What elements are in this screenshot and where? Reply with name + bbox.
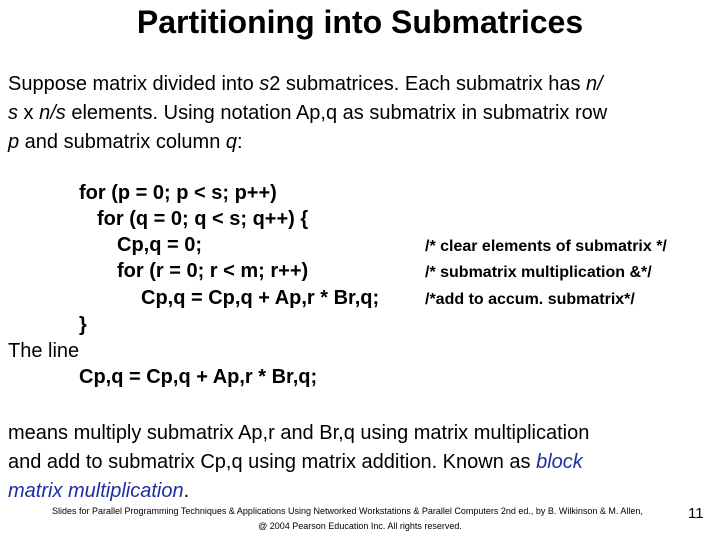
text-run: q — [225, 131, 238, 153]
the-line-code: Cp,q = Cp,q + Ap,r * Br,q; — [79, 366, 318, 388]
code-line: for (p = 0; p < s; p++) — [79, 182, 277, 204]
intro-paragraph — [8, 70, 607, 157]
text-run: means multiply submatrix Ap,r and Br,q using matrix multiplication — [8, 422, 590, 444]
text-run: n/ — [586, 73, 603, 95]
explanation-paragraph — [8, 419, 589, 506]
text-run: s — [259, 73, 270, 95]
text-run: : — [237, 131, 243, 153]
text-run: x — [18, 102, 40, 124]
paragraph-line — [8, 99, 607, 128]
paragraph-line — [8, 477, 589, 506]
code-line: } — [79, 314, 87, 336]
the-line-label: The line — [8, 340, 80, 362]
slide-title: Partitioning into Submatrices — [136, 4, 584, 40]
text-run: and add to submatrix Cp,q using matrix addition. Known as — [8, 451, 537, 473]
code-comment: /* clear elements of submatrix */ — [425, 238, 667, 255]
paragraph-line — [8, 70, 607, 99]
page-number: 11 — [688, 505, 704, 522]
paragraph-line — [8, 448, 589, 477]
code-line: Cp,q = Cp,q + Ap,r * Br,q; — [141, 287, 380, 309]
text-run: 2 submatrices. Each submatrix has — [269, 73, 587, 95]
footer-citation: Slides for Parallel Programming Techniques & Applications Using Networked Workstations & Parallel Computers 2nd ed., by B. Wilkinson & M. Allen, — [52, 506, 643, 516]
code-line: Cp,q = 0; — [117, 234, 203, 256]
text-run: s — [8, 102, 18, 124]
text-run: . — [183, 480, 190, 502]
text-run: elements. Using notation Ap,q as submatrix in submatrix row — [65, 102, 608, 124]
paragraph-line — [8, 128, 607, 157]
code-comment: /* submatrix multiplication &*/ — [425, 264, 652, 281]
code-line: for (r = 0; r < m; r++) — [117, 260, 309, 282]
text-run: and submatrix column — [19, 131, 226, 153]
text-run: Suppose matrix divided into — [8, 73, 260, 95]
footer-copyright: @ 2004 Pearson Education Inc. All rights reserved. — [258, 521, 462, 531]
text-run: n/s — [39, 102, 66, 124]
text-run: block — [536, 451, 583, 473]
code-line: for (q = 0; q < s; q++) { — [97, 208, 309, 230]
text-run: matrix multiplication — [8, 480, 184, 502]
text-run: p — [8, 131, 20, 153]
paragraph-line — [8, 419, 589, 448]
code-comment: /*add to accum. submatrix*/ — [425, 291, 635, 308]
